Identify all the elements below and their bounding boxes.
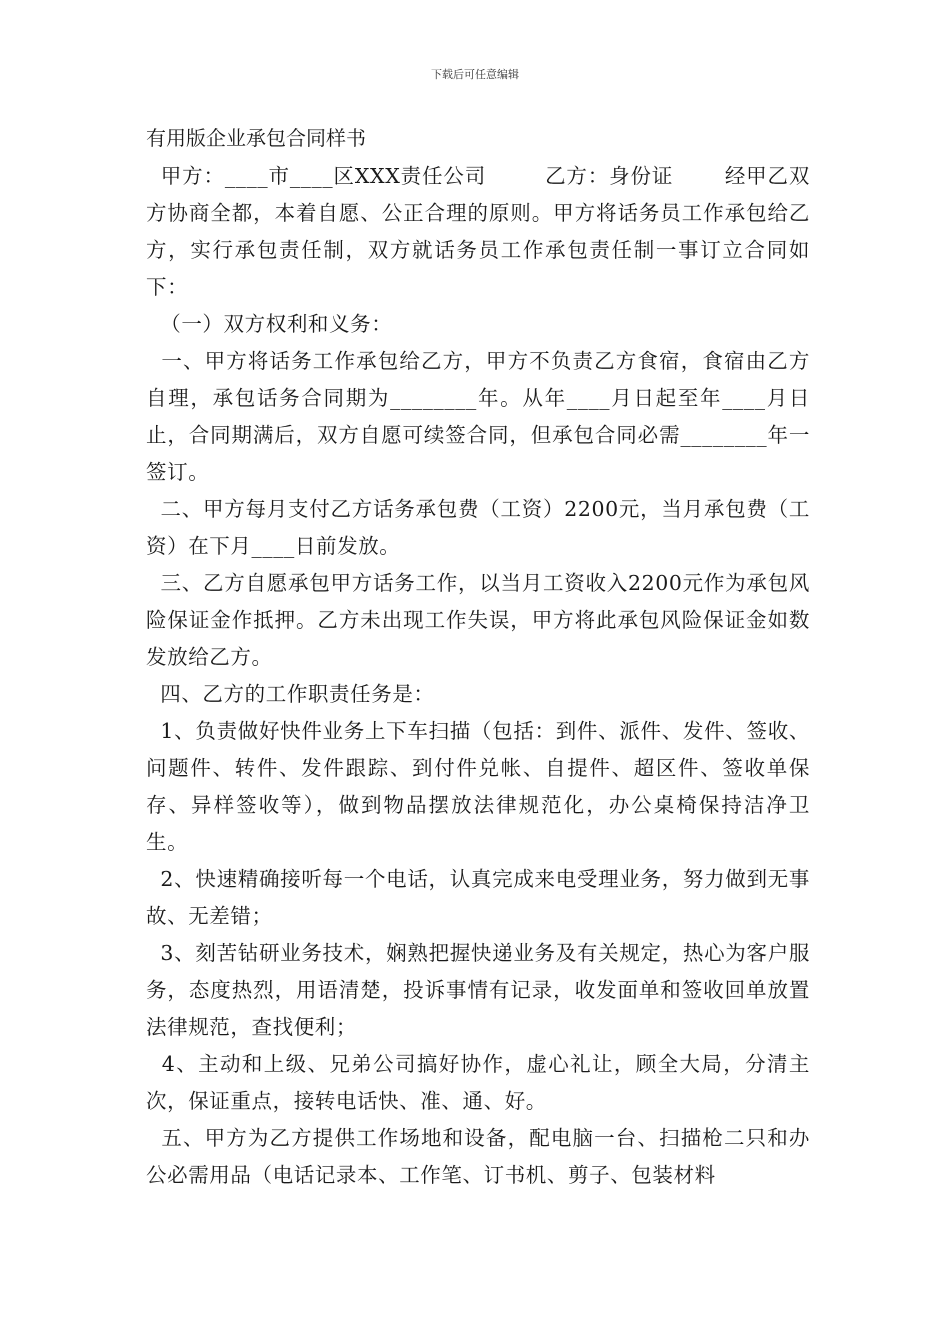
page-header-note: 下载后可任意编辑 (431, 68, 519, 81)
paragraph-duty-2: 2、快速精确接听每一个电话，认真完成来电受理业务，努力做到无事故、无差错； (146, 867, 810, 928)
paragraph-duty-1: 1、负责做好快件业务上下车扫描（包括：到件、派件、发件、签收、问题件、转件、发件跟踪、到付件兑帐、自提件、超区件、签收单保存、异样签收等），做到物品摆放法律规范化，办公桌椅保持洁净卫生。 (146, 719, 810, 854)
paragraph-parties: 甲方：____市____区XXX责任公司 乙方：身份证 经甲乙双方协商全都，本着自愿、公正合理的原则。甲方将话务员工作承包给乙方，实行承包责任制，双方就话务员工作承包责任制一事订立合同如下： (146, 164, 810, 299)
document-title: 有用版企业承包合同样书 (146, 126, 366, 150)
paragraph-clause-4: 四、乙方的工作职责任务是： (146, 682, 435, 706)
paragraph-clause-2: 二、甲方每月支付乙方话务承包费（工资）2200元，当月承包费（工资）在下月____日前发放。 (146, 497, 810, 558)
paragraph-clause-1: 一、甲方将话务工作承包给乙方，甲方不负责乙方食宿，食宿由乙方自理，承包话务合同期为________年。从年____月日起至年____月日止，合同期满后，双方自愿可续签合同，但承包合同必需________年一签订。 (146, 349, 810, 484)
paragraph-clause-3: 三、乙方自愿承包甲方话务工作，以当月工资收入2200元作为承包风险保证金作抵押。乙方未出现工作失误，甲方将此承包风险保证金如数发放给乙方。 (146, 571, 810, 669)
paragraph-duty-4: 4、主动和上级、兄弟公司搞好协作，虚心礼让，顾全大局，分清主次，保证重点，接转电话快、准、通、好。 (146, 1052, 810, 1113)
paragraph-duty-3: 3、刻苦钻研业务技术，娴熟把握快递业务及有关规定，热心为客户服务，态度热烈，用语清楚，投诉事情有记录，收发面单和签收回单放置法律规范，查找便利； (146, 941, 810, 1039)
paragraph-section-heading: （一）双方权利和义务： (146, 312, 393, 336)
paragraph-clause-5: 五、甲方为乙方提供工作场地和设备，配电脑一台、扫描枪二只和办公必需用品（电话记录本、工作笔、订书机、剪子、包装材料 (146, 1126, 810, 1187)
document-body (146, 124, 810, 1194)
